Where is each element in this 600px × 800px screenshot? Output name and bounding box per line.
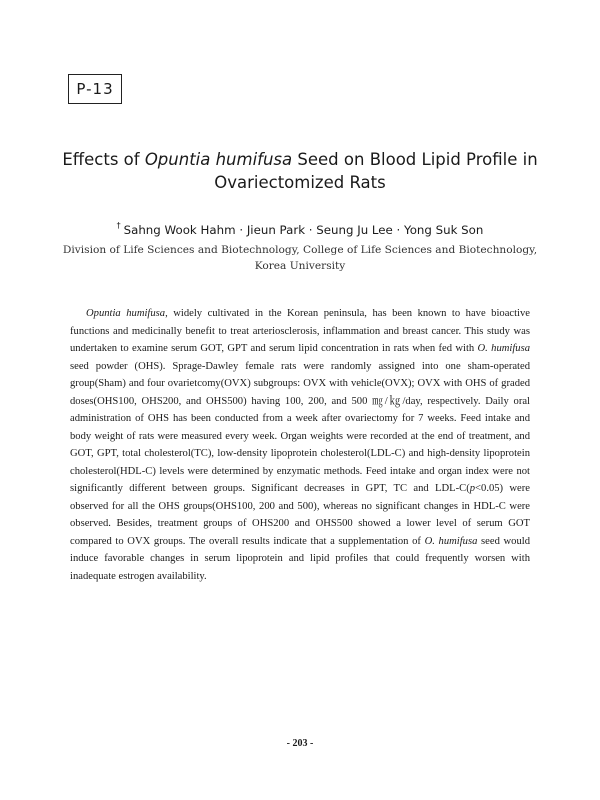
title-line-2: Ovariectomized Rats bbox=[214, 173, 386, 192]
paper-title bbox=[40, 148, 560, 194]
author-names: Sahng Wook Hahm · Jieun Park · Seung Ju Lee · Yong Suk Son bbox=[123, 223, 484, 237]
author-list bbox=[40, 218, 560, 238]
poster-code-box bbox=[68, 74, 122, 104]
title-line-1: Effects of Opuntia humifusa Seed on Blood Lipid Profile in bbox=[62, 150, 538, 169]
abstract-body: Opuntia humifusa, widely cultivated in the Korean peninsula, has been known to have bioactive functions and medicinally benefit to treat arteriosclerosis, inflammation and breast cancer. This study was undertaken to examine serum GOT, GPT and serum lipid concentration in rats when fed with O. humifusa seed powder (OHS). Sprage-Dawley female rats were randomly assigned into one sham-operated group(Sham) and four ovarietcomy(OVX) subgroups: OVX with vehicle(OVX); OVX with OHS of graded doses(OHS100, OHS200, and OHS500) having 100, 200, and 500 ㎎/㎏/day, respectively. Daily oral administration of OHS has been conducted from a week after ovariectomy for 7 weeks. Feed intake and body weight of rats were measured every week. Organ weights were recorded at the end of treatment, and GOT, GPT, total cholesterol(TC), low-density lipoprotein cholesterol(LDL-C) and high-density lipoprotein cholesterol(HDL-C) levels were determined by enzymatic methods. Feed intake and organ index were not significantly different between groups. Significant decreases in GPT, TC and LDL-C(p<0.05) were observed for all the OHS groups(OHS100, 200 and 500), whereas no significant changes in HDL-C were observed. Besides, treatment groups of OHS200 and OHS500 showed a lower level of serum GOT compared to OVX groups. The overall results indicate that a supplementation of O. humifusa seed would induce favorable changes in serum lipoprotein and lipid profiles that could frequently worsen with inadequate estrogen availability. bbox=[70, 308, 531, 582]
corresponding-dagger: † bbox=[116, 221, 121, 230]
affiliation bbox=[40, 242, 560, 274]
page-number: - 203 - bbox=[286, 738, 314, 749]
affiliation-line-2: Korea University bbox=[254, 260, 346, 272]
title-species: Opuntia humifusa bbox=[144, 150, 293, 169]
poster-code: P-13 bbox=[76, 80, 114, 98]
affiliation-line-1: Division of Life Sciences and Biotechnology, College of Life Sciences and Biotechnology, bbox=[62, 244, 538, 256]
